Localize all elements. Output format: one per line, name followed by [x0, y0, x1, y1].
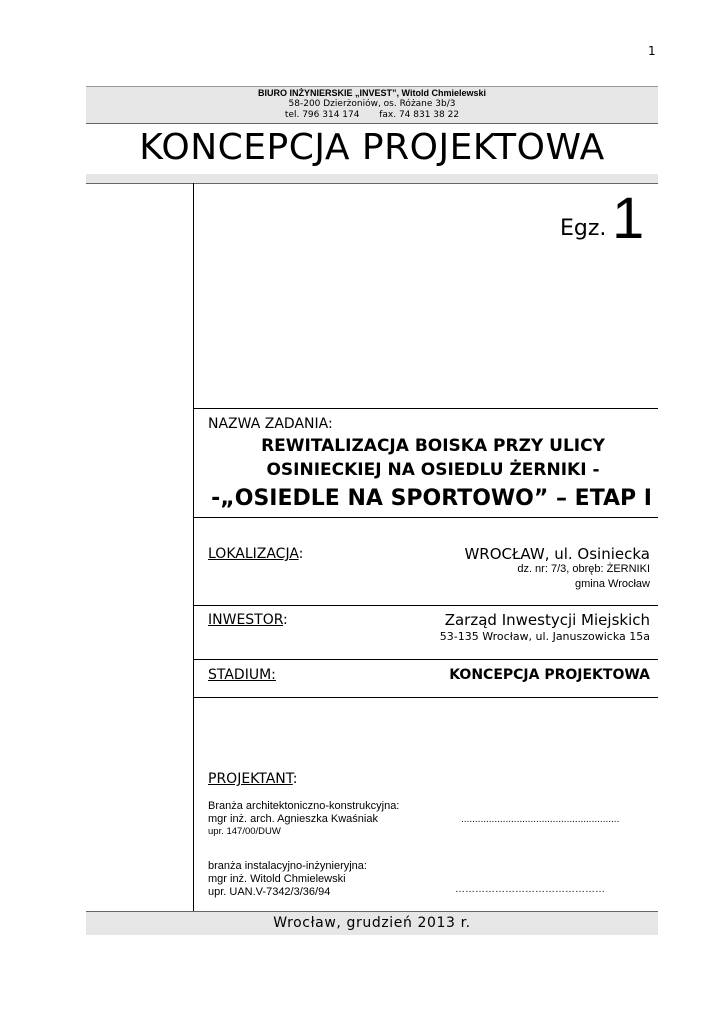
page-number: 1 — [648, 44, 656, 58]
investor-label-colon: : — [283, 612, 288, 628]
branch2-signature-line: ……………………………………… — [455, 884, 605, 895]
stage-value: KONCEPCJA PROJEKTOWA — [449, 667, 650, 683]
investor-label-text: INWESTOR — [208, 612, 284, 628]
footer-place-date: Wrocław, grudzień 2013 r. — [273, 915, 471, 931]
copy-label: Egz. — [560, 216, 607, 241]
branch1-signature-line: ......................................................... — [461, 814, 620, 825]
task-label: NAZWA ZADANIA: — [208, 416, 333, 432]
left-border-line — [193, 183, 194, 911]
designer-label-colon: : — [292, 771, 298, 787]
task-line-3: -„OSIEDLE NA SPORTOWO” – ETAP I — [211, 486, 652, 511]
location-label-text: LOKALIZACJA — [208, 546, 299, 562]
investor-name: Zarząd Inwestycji Miejskich — [444, 611, 650, 629]
task-line-1: REWITALIZACJA BOISKA PRZY ULICY — [261, 436, 605, 456]
firm-name: BIURO INŻYNIERSKIE „INVEST”, Witold Chmielewski — [258, 88, 486, 98]
document-title: KONCEPCJA PROJEKTOWA — [139, 127, 605, 168]
branch2-license: upr. UAN.V-7342/3/36/94 — [208, 886, 331, 898]
investor-label — [208, 612, 288, 628]
divider-investor — [193, 605, 658, 606]
task-line-2: OSINIECKIEJ NA OSIEDLU ŻERNIKI - — [266, 460, 600, 480]
divider-task — [193, 408, 658, 409]
designer-label-text: PROJEKTANT — [208, 771, 293, 787]
stage-label: STADIUM: — [208, 667, 276, 683]
branch1-title: Branża architektoniczno-konstrukcyjna: — [208, 800, 400, 812]
branch1-name: mgr inż. arch. Agnieszka Kwaśniak — [208, 813, 378, 825]
divider-designer — [193, 697, 658, 698]
firm-address: 58-200 Dzierżoniów, os. Różane 3b/3 — [288, 99, 456, 109]
location-parcel: dz. nr: 7/3, obręb: ŻERNIKI — [517, 563, 650, 575]
investor-address: 53-135 Wrocław, ul. Januszowicka 15a — [439, 630, 650, 643]
firm-phone: tel. 796 314 174 — [284, 110, 360, 120]
location-city: WROCŁAW, ul. Osiniecka — [464, 545, 650, 563]
divider-stage — [193, 659, 658, 660]
designer-label — [208, 771, 298, 787]
firm-fax: fax. 74 831 38 22 — [379, 110, 460, 120]
branch2-title: branża instalacyjno-inżynieryjna: — [208, 860, 367, 872]
location-label-colon: : — [298, 546, 304, 562]
firm-contact — [86, 110, 658, 120]
branch1-license: upr. 147/00/DUW — [208, 826, 281, 837]
branch2-name: mgr inż. Witold Chmielewski — [208, 873, 346, 885]
divider-location — [193, 517, 658, 518]
title-strip — [86, 174, 658, 184]
location-commune: gmina Wrocław — [575, 578, 650, 590]
copy-number: 1 — [612, 186, 645, 251]
location-label — [208, 546, 303, 562]
